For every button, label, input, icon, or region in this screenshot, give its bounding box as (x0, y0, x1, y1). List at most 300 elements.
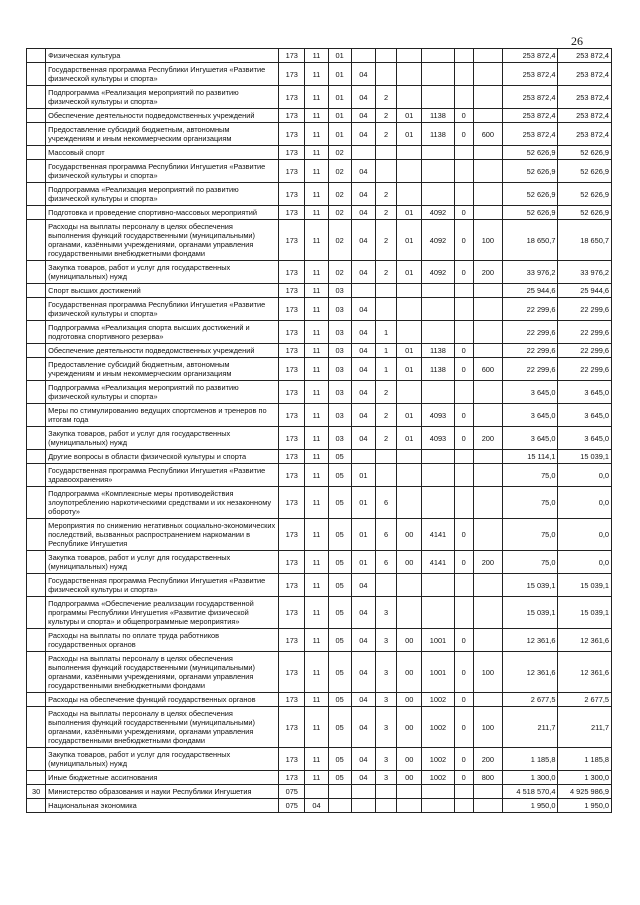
ministry-code-cell: 173 (279, 404, 305, 427)
subsection-code-cell: 03 (328, 344, 351, 358)
row-number-cell (27, 450, 46, 464)
ministry-code-cell: 173 (279, 629, 305, 652)
event-code-cell: 00 (397, 707, 422, 748)
row-number-cell (27, 519, 46, 551)
expense-name-cell: Государственная программа Республики Ингушетия «Развитие физической культуры и спорта» (46, 63, 279, 86)
ministry-code-cell: 173 (279, 652, 305, 693)
event-code-cell (397, 381, 422, 404)
amount-year-2-cell: 12 361,6 (558, 652, 612, 693)
ministry-code-cell: 173 (279, 321, 305, 344)
amount-year-1-cell: 75,0 (502, 519, 557, 551)
amount-year-2-cell: 22 299,6 (558, 298, 612, 321)
event-code-cell: 01 (397, 123, 422, 146)
section-code-cell: 11 (305, 206, 328, 220)
row-number-cell (27, 487, 46, 519)
amount-year-1-cell: 3 645,0 (502, 427, 557, 450)
table-row (27, 298, 612, 321)
expense-type-code-cell (473, 799, 502, 813)
row-number-cell (27, 629, 46, 652)
expense-type-code-cell (473, 629, 502, 652)
program-code-cell: 04 (351, 748, 375, 771)
subprogram-code-cell: 2 (375, 427, 396, 450)
table-row (27, 86, 612, 109)
amount-year-2-cell: 3 645,0 (558, 427, 612, 450)
expense-type-code-cell: 200 (473, 427, 502, 450)
subprogram-code-cell: 6 (375, 487, 396, 519)
ministry-code-cell: 173 (279, 487, 305, 519)
subprogram-code-cell: 1 (375, 358, 396, 381)
direction-code-cell (422, 597, 454, 629)
ministry-code-cell: 075 (279, 785, 305, 799)
expense-type-code-cell (473, 381, 502, 404)
expense-name-cell: Подготовка и проведение спортивно-массовых мероприятий (46, 206, 279, 220)
direction-suffix-cell (454, 49, 473, 63)
ministry-code-cell: 173 (279, 86, 305, 109)
amount-year-1-cell: 253 872,4 (502, 49, 557, 63)
section-code-cell: 04 (305, 799, 328, 813)
subprogram-code-cell (375, 574, 396, 597)
row-number-cell (27, 86, 46, 109)
section-code-cell: 11 (305, 344, 328, 358)
program-code-cell: 04 (351, 123, 375, 146)
amount-year-2-cell: 25 944,6 (558, 284, 612, 298)
event-code-cell: 00 (397, 748, 422, 771)
expense-type-code-cell (473, 344, 502, 358)
section-code-cell: 11 (305, 358, 328, 381)
subprogram-code-cell: 2 (375, 220, 396, 261)
direction-code-cell: 1002 (422, 771, 454, 785)
row-number-cell (27, 652, 46, 693)
subprogram-code-cell: 2 (375, 123, 396, 146)
section-code-cell: 11 (305, 183, 328, 206)
expense-name-cell: Подпрограмма «Реализация мероприятий по развитию физической культуры и спорта» (46, 86, 279, 109)
subsection-code-cell: 05 (328, 629, 351, 652)
ministry-code-cell: 173 (279, 551, 305, 574)
direction-suffix-cell (454, 298, 473, 321)
section-code-cell: 11 (305, 298, 328, 321)
subprogram-code-cell (375, 160, 396, 183)
ministry-code-cell: 173 (279, 123, 305, 146)
event-code-cell: 01 (397, 404, 422, 427)
ministry-code-cell: 173 (279, 358, 305, 381)
amount-year-1-cell: 12 361,6 (502, 652, 557, 693)
ministry-code-cell: 173 (279, 63, 305, 86)
section-code-cell: 11 (305, 427, 328, 450)
program-code-cell (351, 450, 375, 464)
row-number-cell (27, 464, 46, 487)
table-row (27, 464, 612, 487)
amount-year-2-cell: 253 872,4 (558, 123, 612, 146)
amount-year-1-cell: 253 872,4 (502, 123, 557, 146)
program-code-cell (351, 284, 375, 298)
subprogram-code-cell: 3 (375, 597, 396, 629)
ministry-code-cell: 173 (279, 771, 305, 785)
subsection-code-cell: 05 (328, 652, 351, 693)
direction-code-cell (422, 183, 454, 206)
ministry-code-cell: 173 (279, 298, 305, 321)
section-code-cell: 11 (305, 146, 328, 160)
page-number: 26 (571, 34, 583, 48)
amount-year-1-cell: 52 626,9 (502, 146, 557, 160)
program-code-cell: 04 (351, 771, 375, 785)
subsection-code-cell: 01 (328, 109, 351, 123)
subsection-code-cell: 05 (328, 519, 351, 551)
expense-type-code-cell (473, 160, 502, 183)
event-code-cell (397, 49, 422, 63)
event-code-cell: 01 (397, 427, 422, 450)
amount-year-2-cell: 1 950,0 (558, 799, 612, 813)
subprogram-code-cell (375, 146, 396, 160)
row-number-cell (27, 381, 46, 404)
subsection-code-cell: 05 (328, 693, 351, 707)
section-code-cell: 11 (305, 160, 328, 183)
program-code-cell: 04 (351, 86, 375, 109)
expense-type-code-cell (473, 284, 502, 298)
event-code-cell (397, 321, 422, 344)
program-code-cell: 04 (351, 206, 375, 220)
table-row (27, 748, 612, 771)
program-code-cell (351, 785, 375, 799)
expense-name-cell: Подпрограмма «Комплексные меры противодействия злоупотреблению наркотическими средствами и их незаконному обороту» (46, 487, 279, 519)
direction-code-cell (422, 785, 454, 799)
section-code-cell: 11 (305, 284, 328, 298)
expense-name-cell: Государственная программа Республики Ингушетия «Развитие здравоохранения» (46, 464, 279, 487)
amount-year-1-cell: 1 300,0 (502, 771, 557, 785)
row-number-cell (27, 63, 46, 86)
direction-code-cell (422, 63, 454, 86)
direction-suffix-cell (454, 464, 473, 487)
ministry-code-cell: 173 (279, 284, 305, 298)
budget-table-body (27, 49, 612, 813)
expense-type-code-cell: 800 (473, 771, 502, 785)
expense-type-code-cell (473, 298, 502, 321)
event-code-cell: 00 (397, 771, 422, 785)
subsection-code-cell: 02 (328, 220, 351, 261)
event-code-cell: 01 (397, 261, 422, 284)
expense-name-cell: Расходы на выплаты персоналу в целях обеспечения выполнения функций государственными (муниципальными) органами, казёнными учреждениями, органами управления государственными внебюджетными фондами (46, 220, 279, 261)
row-number-cell: 30 (27, 785, 46, 799)
amount-year-1-cell: 52 626,9 (502, 183, 557, 206)
expense-type-code-cell (473, 49, 502, 63)
expense-type-code-cell (473, 464, 502, 487)
ministry-code-cell: 173 (279, 574, 305, 597)
subsection-code-cell: 05 (328, 574, 351, 597)
expense-name-cell: Другие вопросы в области физической культуры и спорта (46, 450, 279, 464)
expense-type-code-cell (473, 574, 502, 597)
subsection-code-cell: 03 (328, 404, 351, 427)
subsection-code-cell: 05 (328, 707, 351, 748)
event-code-cell (397, 160, 422, 183)
amount-year-2-cell: 3 645,0 (558, 404, 612, 427)
row-number-cell (27, 771, 46, 785)
direction-code-cell: 1002 (422, 748, 454, 771)
direction-code-cell (422, 450, 454, 464)
event-code-cell: 01 (397, 220, 422, 261)
direction-suffix-cell: 0 (454, 629, 473, 652)
direction-suffix-cell (454, 321, 473, 344)
section-code-cell: 11 (305, 381, 328, 404)
section-code-cell: 11 (305, 652, 328, 693)
subsection-code-cell: 05 (328, 487, 351, 519)
direction-suffix-cell (454, 487, 473, 519)
subsection-code-cell: 03 (328, 381, 351, 404)
subprogram-code-cell: 6 (375, 519, 396, 551)
subsection-code-cell: 05 (328, 450, 351, 464)
direction-suffix-cell: 0 (454, 693, 473, 707)
section-code-cell: 11 (305, 574, 328, 597)
row-number-cell (27, 146, 46, 160)
table-row (27, 693, 612, 707)
ministry-code-cell: 173 (279, 748, 305, 771)
section-code-cell: 11 (305, 551, 328, 574)
program-code-cell: 04 (351, 298, 375, 321)
direction-code-cell: 4141 (422, 519, 454, 551)
program-code-cell: 04 (351, 574, 375, 597)
ministry-code-cell: 173 (279, 427, 305, 450)
program-code-cell: 04 (351, 183, 375, 206)
row-number-cell (27, 551, 46, 574)
program-code-cell: 04 (351, 652, 375, 693)
amount-year-1-cell: 22 299,6 (502, 298, 557, 321)
subprogram-code-cell: 2 (375, 183, 396, 206)
direction-code-cell (422, 799, 454, 813)
program-code-cell: 04 (351, 358, 375, 381)
amount-year-2-cell: 0,0 (558, 551, 612, 574)
subsection-code-cell: 05 (328, 551, 351, 574)
expense-name-cell: Закупка товаров, работ и услуг для государственных (муниципальных) нужд (46, 261, 279, 284)
amount-year-1-cell: 3 645,0 (502, 381, 557, 404)
direction-code-cell (422, 49, 454, 63)
program-code-cell: 01 (351, 464, 375, 487)
table-row (27, 146, 612, 160)
expense-name-cell: Обеспечение деятельности подведомственных учреждений (46, 344, 279, 358)
table-row (27, 707, 612, 748)
table-row (27, 785, 612, 799)
amount-year-2-cell: 253 872,4 (558, 63, 612, 86)
event-code-cell: 00 (397, 551, 422, 574)
amount-year-1-cell: 25 944,6 (502, 284, 557, 298)
subprogram-code-cell: 3 (375, 771, 396, 785)
expense-name-cell: Подпрограмма «Реализация мероприятий по развитию физической культуры и спорта» (46, 381, 279, 404)
subprogram-code-cell: 2 (375, 206, 396, 220)
program-code-cell: 04 (351, 629, 375, 652)
direction-suffix-cell: 0 (454, 551, 473, 574)
table-row (27, 109, 612, 123)
ministry-code-cell: 075 (279, 799, 305, 813)
program-code-cell: 04 (351, 427, 375, 450)
amount-year-2-cell: 33 976,2 (558, 261, 612, 284)
amount-year-1-cell: 52 626,9 (502, 206, 557, 220)
subsection-code-cell: 03 (328, 321, 351, 344)
amount-year-1-cell: 75,0 (502, 551, 557, 574)
expense-name-cell: Меры по стимулированию ведущих спортсменов и тренеров по итогам года (46, 404, 279, 427)
direction-suffix-cell (454, 183, 473, 206)
section-code-cell: 11 (305, 464, 328, 487)
ministry-code-cell: 173 (279, 220, 305, 261)
direction-code-cell: 4092 (422, 206, 454, 220)
table-row (27, 220, 612, 261)
expense-type-code-cell (473, 146, 502, 160)
amount-year-1-cell: 1 185,8 (502, 748, 557, 771)
row-number-cell (27, 261, 46, 284)
ministry-code-cell: 173 (279, 146, 305, 160)
ministry-code-cell: 173 (279, 183, 305, 206)
event-code-cell (397, 146, 422, 160)
amount-year-1-cell: 52 626,9 (502, 160, 557, 183)
direction-suffix-cell: 0 (454, 707, 473, 748)
event-code-cell (397, 487, 422, 519)
subsection-code-cell (328, 799, 351, 813)
direction-code-cell: 4093 (422, 427, 454, 450)
event-code-cell: 00 (397, 519, 422, 551)
expense-name-cell: Расходы на выплаты по оплате труда работников государственных органов (46, 629, 279, 652)
event-code-cell: 01 (397, 358, 422, 381)
direction-suffix-cell: 0 (454, 771, 473, 785)
ministry-code-cell: 173 (279, 381, 305, 404)
row-number-cell (27, 298, 46, 321)
table-row (27, 652, 612, 693)
subprogram-code-cell: 6 (375, 551, 396, 574)
table-row (27, 427, 612, 450)
event-code-cell (397, 799, 422, 813)
direction-suffix-cell: 0 (454, 404, 473, 427)
subprogram-code-cell (375, 63, 396, 86)
ministry-code-cell: 173 (279, 160, 305, 183)
subprogram-code-cell: 2 (375, 404, 396, 427)
row-number-cell (27, 574, 46, 597)
direction-code-cell (422, 574, 454, 597)
row-number-cell (27, 693, 46, 707)
expense-type-code-cell (473, 63, 502, 86)
table-row (27, 381, 612, 404)
expense-name-cell: Иные бюджетные ассигнования (46, 771, 279, 785)
amount-year-2-cell: 253 872,4 (558, 109, 612, 123)
ministry-code-cell: 173 (279, 206, 305, 220)
event-code-cell (397, 284, 422, 298)
expense-name-cell: Государственная программа Республики Ингушетия «Развитие физической культуры и спорта» (46, 298, 279, 321)
table-row (27, 183, 612, 206)
ministry-code-cell: 173 (279, 464, 305, 487)
expense-name-cell: Обеспечение деятельности подведомственных учреждений (46, 109, 279, 123)
amount-year-2-cell: 15 039,1 (558, 597, 612, 629)
event-code-cell: 00 (397, 629, 422, 652)
row-number-cell (27, 49, 46, 63)
table-row (27, 358, 612, 381)
direction-suffix-cell (454, 86, 473, 109)
direction-code-cell: 1001 (422, 629, 454, 652)
section-code-cell: 11 (305, 63, 328, 86)
subprogram-code-cell: 3 (375, 693, 396, 707)
program-code-cell: 04 (351, 707, 375, 748)
amount-year-2-cell: 0,0 (558, 519, 612, 551)
section-code-cell: 11 (305, 487, 328, 519)
subprogram-code-cell (375, 298, 396, 321)
subsection-code-cell: 02 (328, 160, 351, 183)
row-number-cell (27, 748, 46, 771)
amount-year-1-cell: 3 645,0 (502, 404, 557, 427)
table-row (27, 206, 612, 220)
ministry-code-cell: 173 (279, 597, 305, 629)
table-row (27, 597, 612, 629)
subprogram-code-cell (375, 49, 396, 63)
subprogram-code-cell (375, 785, 396, 799)
table-row (27, 261, 612, 284)
expense-type-code-cell: 600 (473, 123, 502, 146)
direction-suffix-cell (454, 597, 473, 629)
subprogram-code-cell: 3 (375, 652, 396, 693)
ministry-code-cell: 173 (279, 519, 305, 551)
expense-name-cell: Закупка товаров, работ и услуг для государственных (муниципальных) нужд (46, 551, 279, 574)
event-code-cell (397, 464, 422, 487)
subsection-code-cell: 01 (328, 86, 351, 109)
row-number-cell (27, 220, 46, 261)
amount-year-2-cell: 3 645,0 (558, 381, 612, 404)
row-number-cell (27, 206, 46, 220)
expense-name-cell: Подпрограмма «Реализация мероприятий по развитию физической культуры и спорта» (46, 183, 279, 206)
section-code-cell: 11 (305, 707, 328, 748)
expense-type-code-cell: 100 (473, 652, 502, 693)
amount-year-2-cell: 12 361,6 (558, 629, 612, 652)
subsection-code-cell: 03 (328, 298, 351, 321)
expense-name-cell: Предоставление субсидий бюджетным, автономным учреждениям и иным некоммерческим организациям (46, 358, 279, 381)
subprogram-code-cell: 2 (375, 381, 396, 404)
amount-year-2-cell: 52 626,9 (558, 183, 612, 206)
amount-year-2-cell: 52 626,9 (558, 160, 612, 183)
table-row (27, 344, 612, 358)
amount-year-1-cell: 253 872,4 (502, 109, 557, 123)
expense-name-cell: Закупка товаров, работ и услуг для государственных (муниципальных) нужд (46, 427, 279, 450)
table-row (27, 160, 612, 183)
amount-year-2-cell: 15 039,1 (558, 450, 612, 464)
row-number-cell (27, 160, 46, 183)
expense-type-code-cell: 600 (473, 358, 502, 381)
amount-year-2-cell: 0,0 (558, 464, 612, 487)
expense-type-code-cell (473, 519, 502, 551)
direction-suffix-cell (454, 785, 473, 799)
row-number-cell (27, 358, 46, 381)
row-number-cell (27, 109, 46, 123)
direction-suffix-cell (454, 381, 473, 404)
direction-suffix-cell: 0 (454, 123, 473, 146)
direction-code-cell (422, 487, 454, 519)
subsection-code-cell: 05 (328, 597, 351, 629)
program-code-cell: 04 (351, 381, 375, 404)
table-row (27, 321, 612, 344)
table-row (27, 450, 612, 464)
direction-code-cell: 1138 (422, 344, 454, 358)
amount-year-1-cell: 75,0 (502, 464, 557, 487)
ministry-code-cell: 173 (279, 693, 305, 707)
event-code-cell (397, 450, 422, 464)
amount-year-2-cell: 211,7 (558, 707, 612, 748)
expense-name-cell: Массовый спорт (46, 146, 279, 160)
ministry-code-cell: 173 (279, 450, 305, 464)
program-code-cell: 04 (351, 160, 375, 183)
subsection-code-cell: 01 (328, 63, 351, 86)
event-code-cell (397, 785, 422, 799)
amount-year-2-cell: 52 626,9 (558, 206, 612, 220)
table-row (27, 574, 612, 597)
program-code-cell: 04 (351, 344, 375, 358)
amount-year-1-cell: 253 872,4 (502, 86, 557, 109)
expense-name-cell: Подпрограмма «Реализация спорта высших достижений и подготовка спортивного резерва» (46, 321, 279, 344)
direction-code-cell: 1001 (422, 652, 454, 693)
amount-year-1-cell: 22 299,6 (502, 358, 557, 381)
event-code-cell (397, 63, 422, 86)
expense-name-cell: Министерство образования и науки Республики Ингушетия (46, 785, 279, 799)
amount-year-2-cell: 1 300,0 (558, 771, 612, 785)
amount-year-1-cell: 18 650,7 (502, 220, 557, 261)
